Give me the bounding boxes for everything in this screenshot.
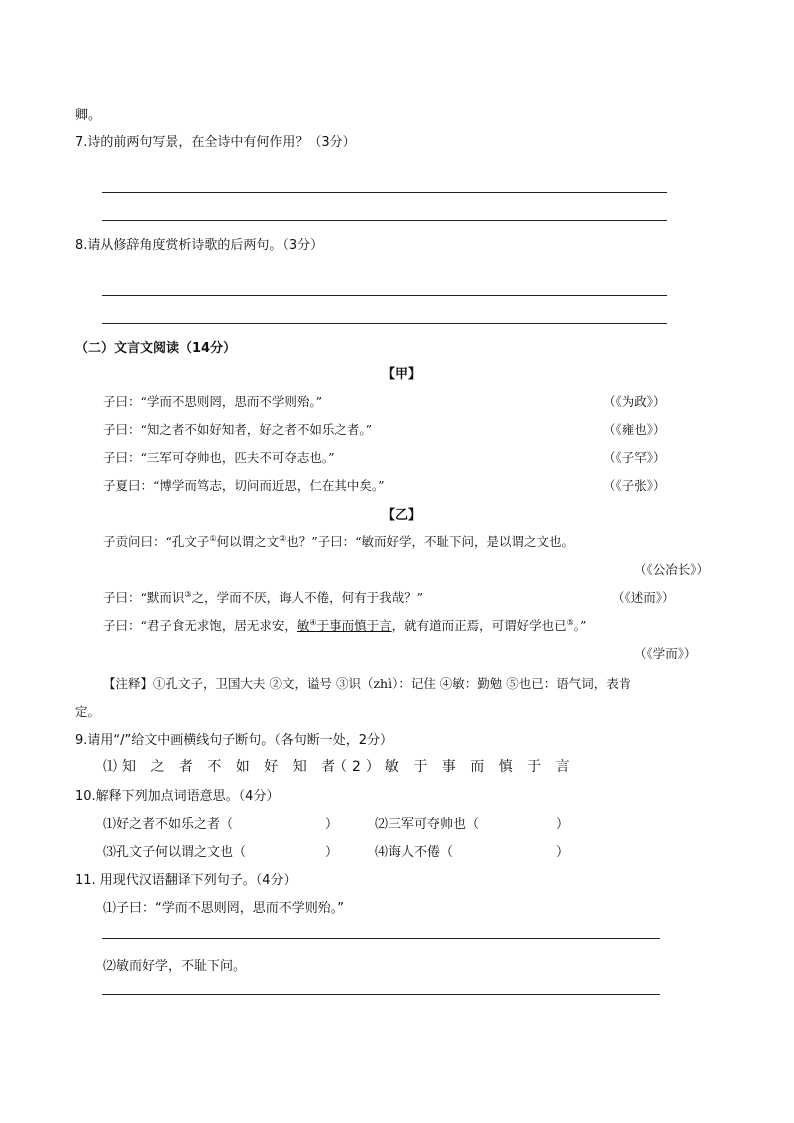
q11-item-1: ⑴子曰：“学而不思则罔，思而不学则殆。” <box>103 901 344 916</box>
underlined-sentence <box>297 618 392 633</box>
passage-yi-title: 【乙】 <box>382 508 422 523</box>
q10-item-1: ⑴好之者不如乐之者（ <box>103 817 234 832</box>
answer-line[interactable] <box>102 994 660 995</box>
q10-close-paren: ） <box>556 845 570 860</box>
text-run: 敏 <box>296 618 310 633</box>
note-marker: ③ <box>184 589 192 599</box>
answer-line[interactable] <box>102 220 667 221</box>
jia-line: 子曰：“学而不思则罔，思而不学则殆。” <box>103 394 323 409</box>
text-run: 何以谓之文 <box>216 534 280 549</box>
q10-item-2: ⑵三军可夺帅也（ <box>375 817 480 832</box>
top-fragment: 卿。 <box>75 108 102 123</box>
text-run: 于事而慎于言 <box>316 618 392 633</box>
jia-source: （《子张》） <box>603 478 666 493</box>
text-run: 子曰：“君子食无求饱，居无求安， <box>103 618 297 633</box>
note-marker: ② <box>279 533 287 543</box>
jia-source: （《雍也》） <box>603 422 666 437</box>
yi-source: （《公冶长》） <box>634 562 710 577</box>
q9-item-2: （2）敏 于 事 而 慎 于 言 <box>333 759 575 775</box>
jia-line: 子曰：“三军可夺帅也，匹夫不可夺志也。” <box>103 450 335 465</box>
question-9: 9.请用“/”给文中画横线句子断句。（各句断一处，2分） <box>75 733 394 748</box>
notes-line: 【注释】①孔文子，卫国大夫 ②文，谥号 ③识（zhì）：记住 ④敏：勤勉 ⑤也已：语气词，表肯 <box>103 676 632 691</box>
answer-line[interactable] <box>102 192 667 193</box>
yi-line-1 <box>103 532 574 550</box>
yi-line-3 <box>103 616 586 634</box>
answer-line[interactable] <box>102 938 660 939</box>
answer-line[interactable] <box>102 295 667 296</box>
q10-item-4: ⑷诲人不倦（ <box>375 845 454 860</box>
yi-source: （《学而》） <box>634 646 697 661</box>
notes-line: 定。 <box>75 704 101 719</box>
yi-line-2 <box>103 588 423 606</box>
yi-source: （《述而》） <box>612 590 675 605</box>
jia-line: 子曰：“知之者不如好知者，好之者不如乐之者。” <box>103 422 373 437</box>
q11-item-2: ⑵敏而好学，不耻下问。 <box>103 959 247 974</box>
question-11: 11. 用现代汉语翻译下列句子。（4分） <box>75 873 297 888</box>
text-run: 子贡问曰：“孔文子 <box>103 534 210 549</box>
q10-close-paren: ） <box>556 817 570 832</box>
jia-line: 子夏曰：“博学而笃志，切问而近思，仁在其中矣。” <box>103 478 385 493</box>
jia-source: （《子罕》） <box>603 450 666 465</box>
note-marker: ④ <box>309 617 317 627</box>
text-run: 之，学而不厌，诲人不倦，何有于我哉？” <box>191 590 423 605</box>
jia-source: （《为政》） <box>603 394 666 409</box>
text-run: ，就有道而正焉，可谓好学也已 <box>391 618 567 633</box>
text-run: 子曰：“默而识 <box>103 590 185 605</box>
answer-line[interactable] <box>102 323 667 324</box>
question-7: 7.诗的前两句写景，在全诗中有何作用？（3分） <box>75 135 356 150</box>
note-marker: ① <box>209 533 217 543</box>
q9-item-1: ⑴知 之 者 不 如 好 知 者 <box>103 759 341 775</box>
note-marker: ⑤ <box>566 617 574 627</box>
section-title: （二）文言文阅读（14分） <box>75 341 237 356</box>
q10-item-3: ⑶孔文子何以谓之文也（ <box>103 845 247 860</box>
passage-jia-title: 【甲】 <box>382 367 422 382</box>
question-10: 10.解释下列加点词语意思。（4分） <box>75 789 280 804</box>
q10-close-paren: ） <box>325 817 339 832</box>
text-run: 也？”子曰：“敏而好学，不耻下问，是以谓之文也。 <box>286 534 575 549</box>
question-8: 8.请从修辞角度赏析诗歌的后两句。（3分） <box>75 238 324 253</box>
q10-close-paren: ） <box>325 845 339 860</box>
text-run: 。” <box>573 618 587 633</box>
